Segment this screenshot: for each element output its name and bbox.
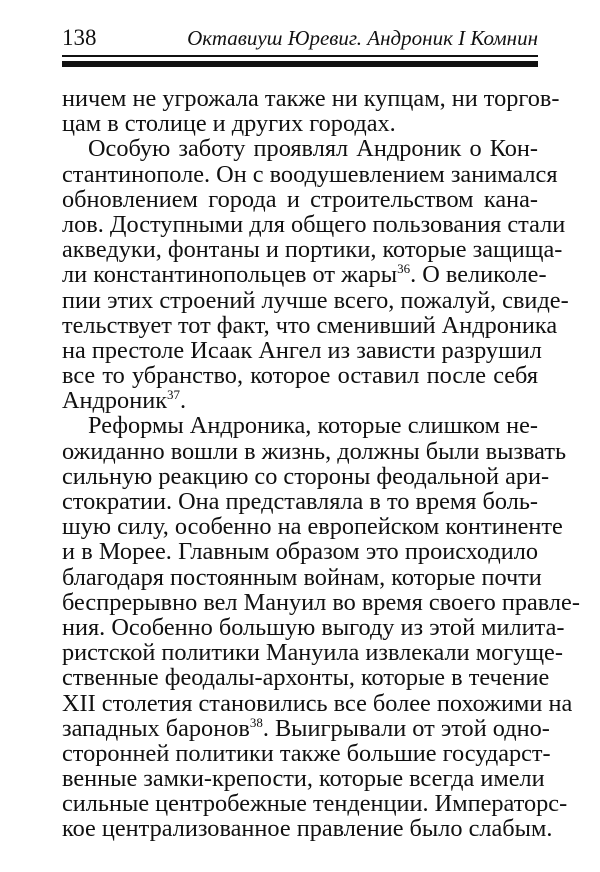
text-line: лов. Доступными для общего пользования стали — [62, 210, 566, 238]
header-rule-thin — [62, 55, 538, 57]
text-line: ристской политики Мануила извлекали могуще- — [62, 639, 563, 667]
book-page — [62, 0, 580, 872]
text-fragment: Андроник — [62, 387, 168, 415]
footnote-ref-37: 37 — [167, 387, 181, 403]
page-header — [62, 24, 538, 52]
text-line: венные замки-крепости, которые всегда имели — [62, 765, 545, 793]
text-line: на престоле Исаак Ангел из зависти разрушил — [62, 336, 542, 364]
page-number: 138 — [62, 25, 97, 50]
text-line: обновлением города и строительством кана- — [62, 185, 538, 213]
text-line: акведуки, фонтаны и портики, которые защища- — [62, 236, 563, 264]
text-line: сильные центробежные тенденции. Императорс- — [62, 790, 568, 818]
running-title: Октавиуш Юревиг. Андроник I Комнин — [187, 26, 538, 50]
text-line: ственные феодалы-архонты, которые в течение — [62, 664, 550, 692]
text-line: ничем не угрожала также ни купцам, ни торгов- — [62, 85, 560, 112]
text-fragment: . — [180, 387, 187, 415]
text-line: тельствует тот факт, что сменивший Андроника — [62, 311, 558, 339]
text-line: стантинополе. Он с воодушевлением занимался — [62, 160, 558, 188]
text-line: все то убранство, которое оставил после себя — [62, 362, 538, 390]
text-line: Реформы Андроника, которые слишком не- — [88, 412, 538, 440]
text-line: сильную реакцию со стороны феодальной ари- — [62, 462, 550, 490]
text-fragment: . Выигрывали от этой одно- — [262, 714, 550, 742]
text-line — [62, 261, 547, 289]
footnote-ref-36: 36 — [397, 261, 411, 277]
header-rule-thick — [62, 61, 538, 67]
text-line: пии этих строений лучше всего, пожалуй, свиде- — [62, 286, 569, 314]
text-fragment: . О великоле- — [410, 261, 547, 289]
text-line: ожиданно вошли в жизнь, должны были вызвать — [62, 437, 567, 465]
text-fragment: ли константинопольцев от жары — [62, 261, 398, 289]
text-line: стократии. Она представляла в то время боль- — [62, 488, 538, 515]
text-line: шую силу, особенно на европейском континенте — [62, 513, 563, 541]
text-line: и в Морее. Главным образом это происходило — [62, 538, 538, 566]
text-line: беспрерывно вел Мануил во время своего правле- — [62, 588, 580, 616]
text-line: сторонней политики также большие государст- — [62, 739, 551, 767]
text-line — [62, 714, 550, 742]
text-line: Особую заботу проявлял Андроник о Кон- — [88, 135, 538, 163]
text-line: XII столетия становились все более похожими на — [62, 689, 573, 717]
text-fragment: западных баронов — [62, 714, 250, 742]
text-line: благодаря постоянным войнам, которые почти — [62, 563, 542, 591]
body-text — [62, 85, 580, 843]
footnote-ref-38: 38 — [249, 714, 263, 730]
text-line: кое централизованное правление было слабым. — [62, 815, 553, 843]
text-line: цам в столице и других городах. — [62, 110, 396, 138]
text-line: ния. Особенно большую выгоду из этой милита- — [62, 613, 565, 641]
text-line — [62, 388, 538, 413]
